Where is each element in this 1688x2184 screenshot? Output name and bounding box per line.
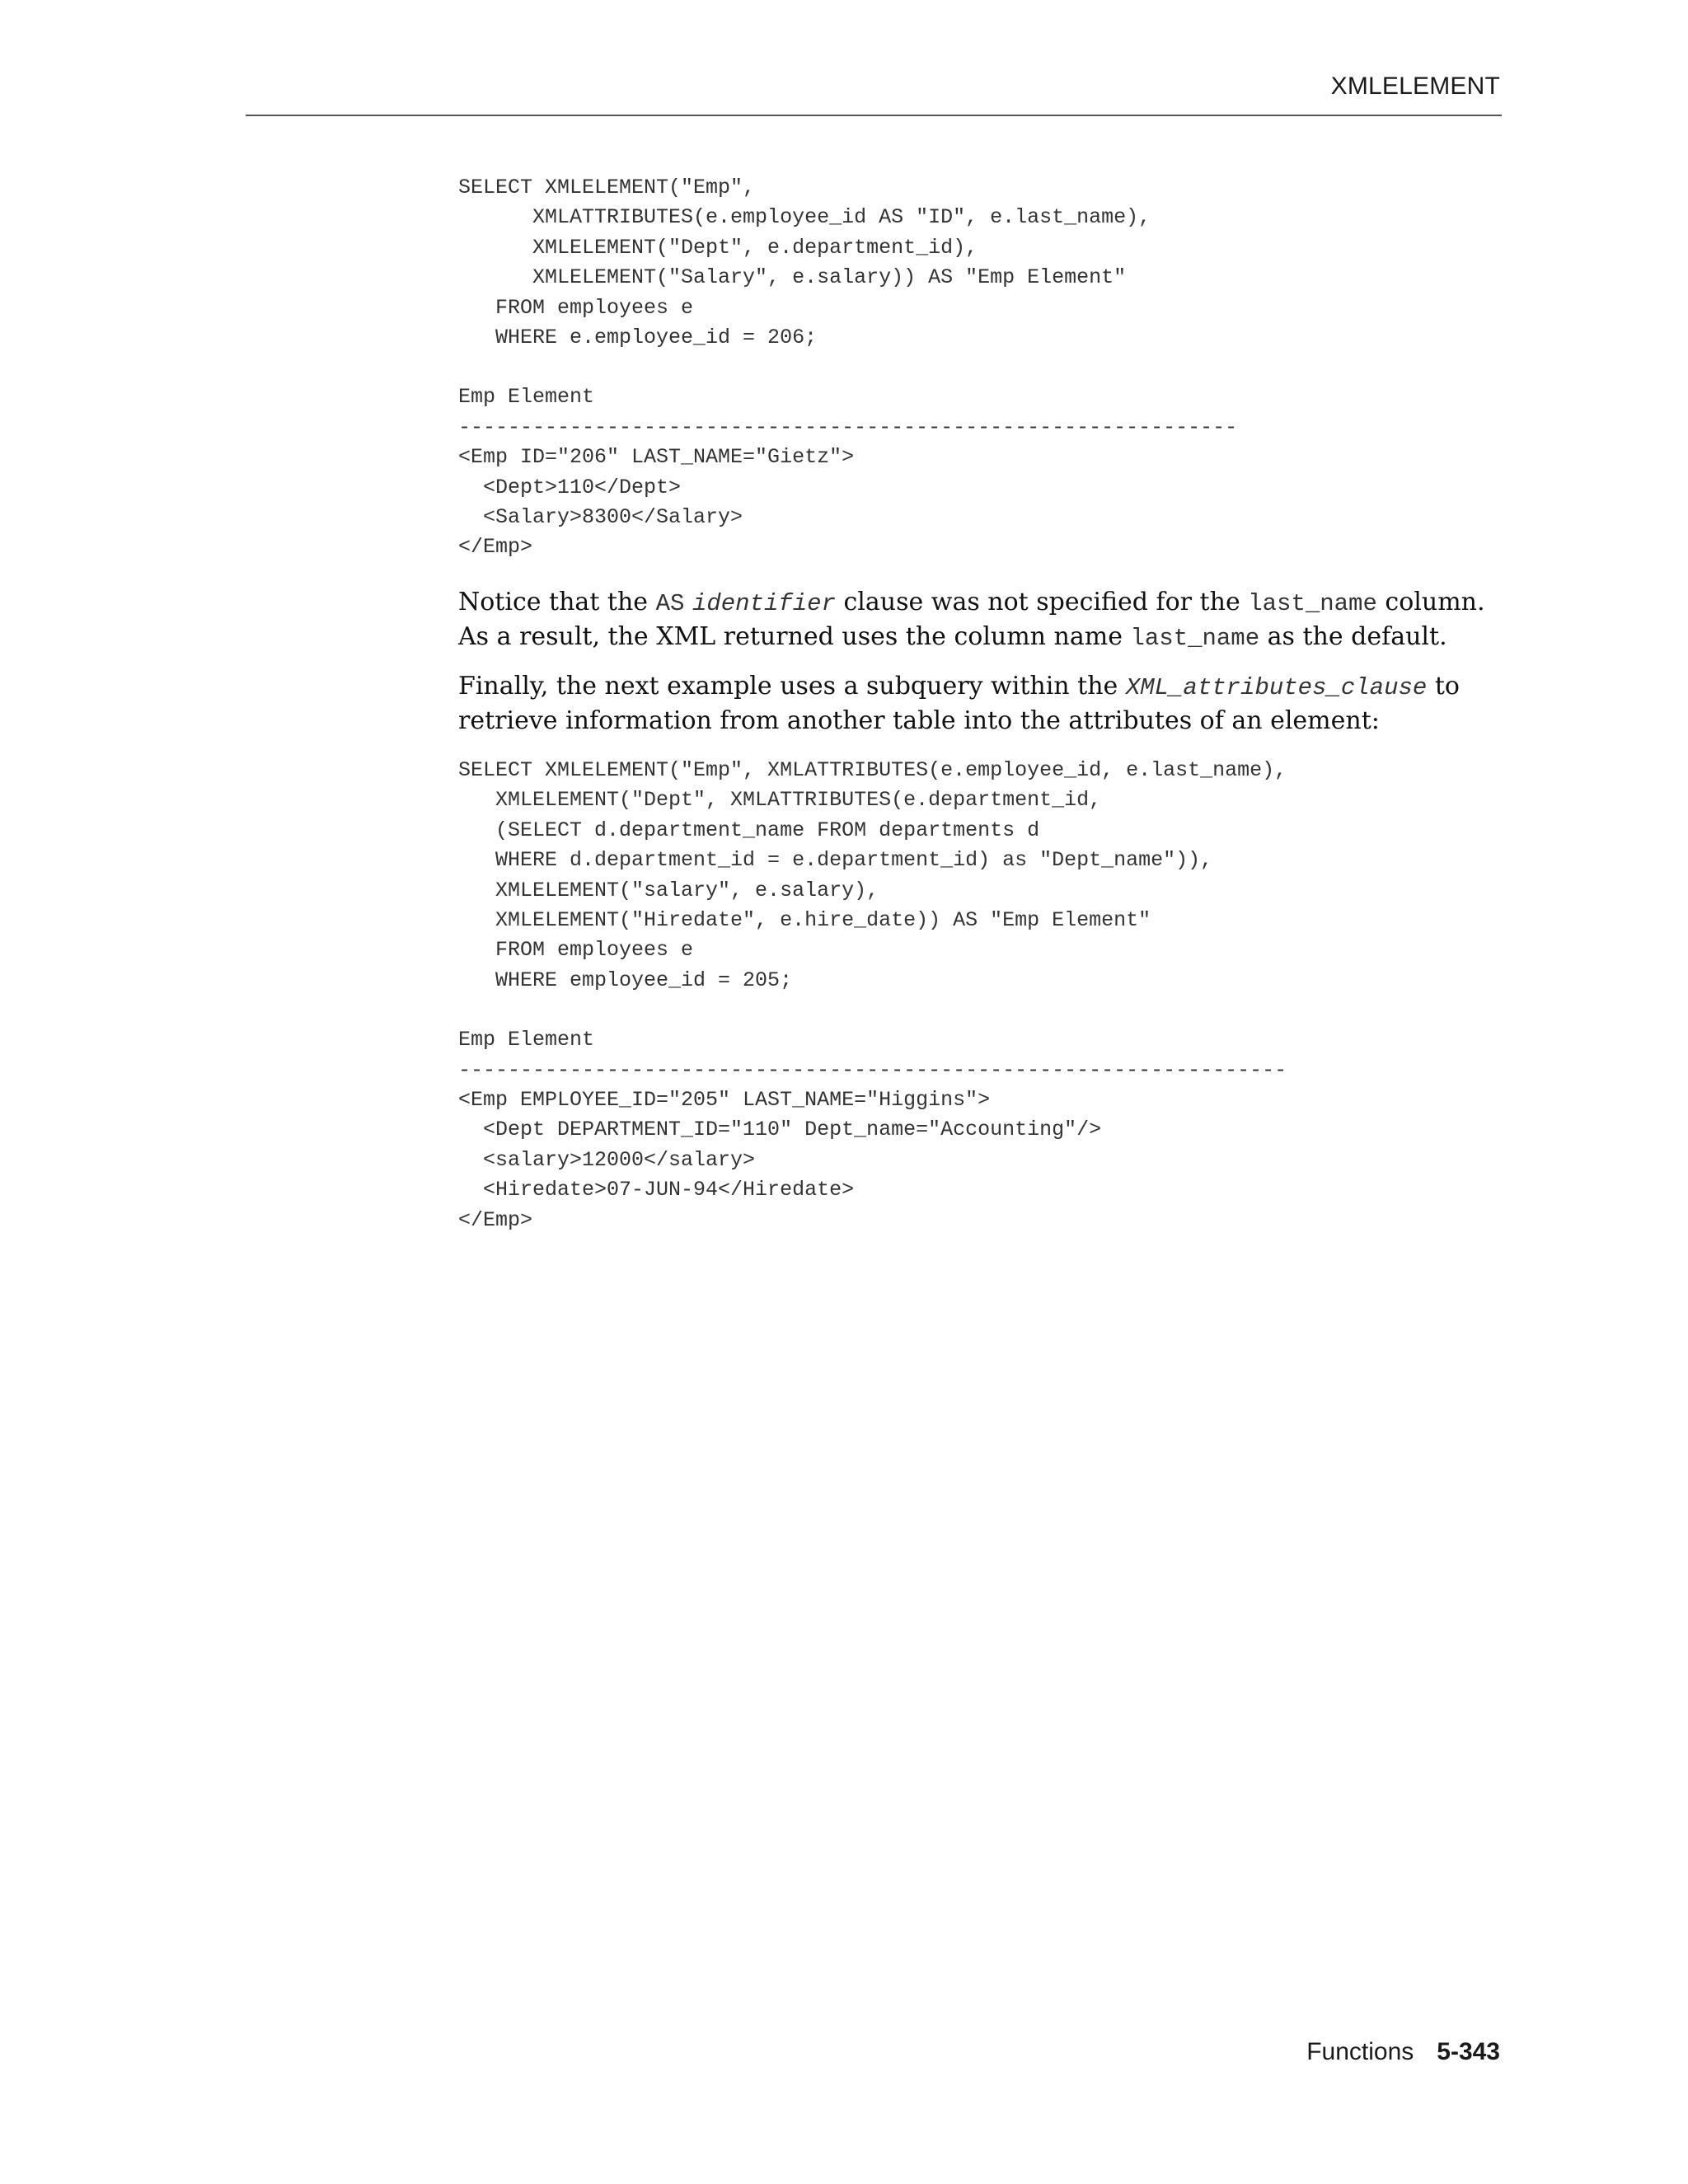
- inline-code-as: AS: [655, 589, 685, 617]
- paragraph-notice: [458, 586, 1505, 655]
- inline-code-identifier: identifier: [692, 589, 836, 617]
- page-content: [458, 173, 1505, 1235]
- code-example-1-output: Emp Element --------------------------------------------------------------- <Emp ID="206" LAST_NAME="Gietz"> <Dept>110</Dept> <Salary>8300</Salary> </Emp>: [458, 385, 1238, 560]
- running-header-title: XMLELEMENT: [1330, 73, 1500, 100]
- inline-code-last-name: last_name: [1130, 624, 1260, 652]
- paragraph-text: to retrieve information from another table into the attributes of an element:: [458, 671, 1460, 735]
- footer-page-number: 5-343: [1437, 2038, 1500, 2065]
- paragraph-text: Finally, the next example uses a subquery within the: [458, 671, 1126, 701]
- page-footer: [1306, 2038, 1500, 2066]
- paragraph-finally: [458, 670, 1505, 738]
- paragraph-text: column. As a result, the XML returned uses the column name: [458, 587, 1485, 651]
- paragraph-text: Notice that the: [458, 587, 656, 616]
- header-divider: [246, 115, 1502, 116]
- paragraph-text: as the default.: [1259, 621, 1447, 651]
- footer-section-name: Functions: [1306, 2038, 1414, 2065]
- inline-code-last-name: last_name: [1248, 589, 1377, 617]
- paragraph-text: clause was not specified for the: [835, 587, 1249, 616]
- inline-code-xml-attributes-clause: XML_attributes_clause: [1125, 673, 1428, 701]
- code-example-2-query: SELECT XMLELEMENT("Emp", XMLATTRIBUTES(e.employee_id, e.last_name), XMLELEMENT("Dept", XMLATTRIBUTES(e.department_id, (SELECT d.department_name FROM departments d WHERE d.department_id = e.department_id) as "Dept_name")), XMLELEMENT("salary", e.salary), XMLELEMENT("Hiredate", e.hire_date)) AS "Emp Element" FROM employees e WHERE employee_id = 205;: [458, 757, 1287, 992]
- code-example-1-query: SELECT XMLELEMENT("Emp", XMLATTRIBUTES(e.employee_id AS "ID", e.last_name), XMLELEMENT("Dept", e.department_id), XMLELEMENT("Salary", e.salary)) AS "Emp Element" FROM employees e WHERE e.employee_id = 206;: [458, 176, 1151, 350]
- code-example-2-output: Emp Element ------------------------------------------------------------------- <Emp EMPLOYEE_ID="205" LAST_NAME="Higgins"> <Dept DEPARTMENT_ID="110" Dept_name="Accounting"/> <salary>12000</salary> <Hiredate>07-JUN-94</Hiredate> </Emp>: [458, 1028, 1287, 1232]
